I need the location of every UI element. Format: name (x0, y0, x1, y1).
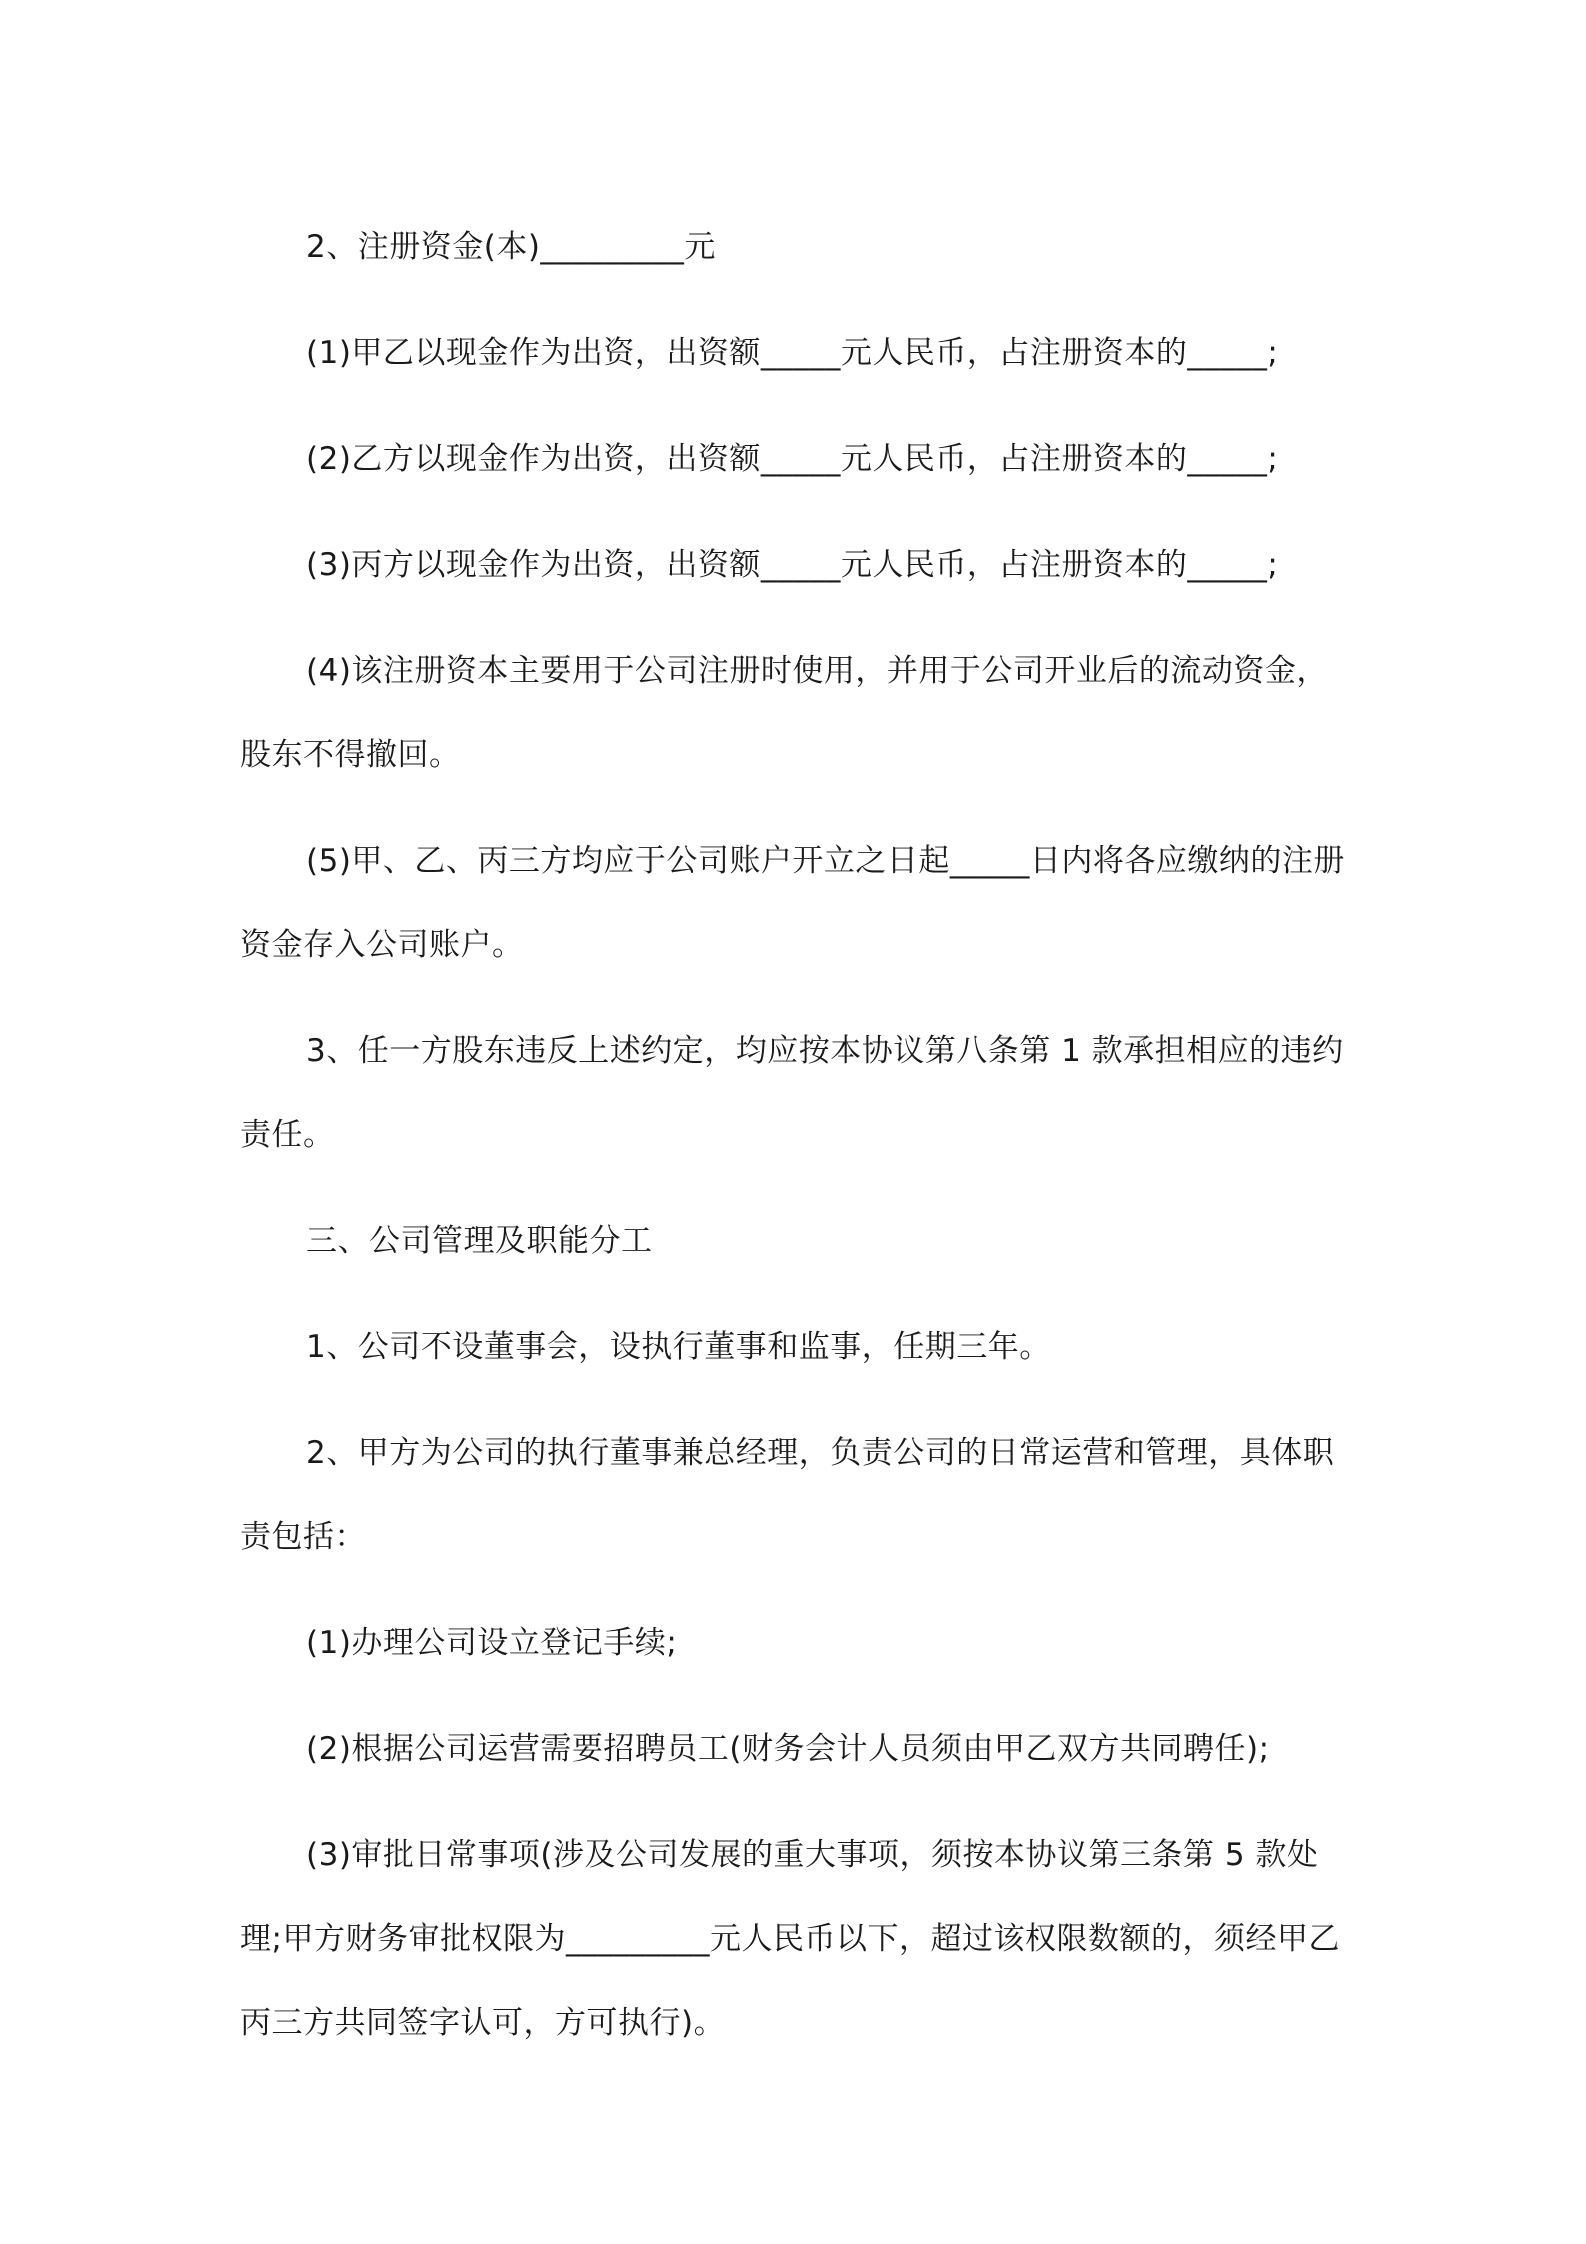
paragraph-management-item-2: 2、甲方为公司的执行董事兼总经理，负责公司的日常运营和管理，具体职责包括： (240, 1435, 1335, 1555)
paragraph-management-item-1: 1、公司不设董事会，设执行董事和监事，任期三年。 (306, 1329, 1051, 1365)
paragraph-capital-item-3: (3)丙方以现金作为出资，出资额_____元人民币，占注册资本的_____; (306, 547, 1279, 583)
document-body (240, 205, 1346, 2065)
paragraph-duty-item-2: (2)根据公司运营需要招聘员工(财务会计人员须由甲乙双方共同聘任); (306, 1731, 1270, 1767)
paragraph-registered-capital: 2、注册资金(本)_________元 (306, 229, 716, 265)
paragraph-breach-liability: 3、任一方股东违反上述约定，均应按本协议第八条第 1 款承担相应的违约责任。 (240, 1033, 1344, 1153)
section-heading-management: 三、公司管理及职能分工 (306, 1223, 653, 1259)
paragraph-capital-item-1: (1)甲乙以现金作为出资，出资额_____元人民币，占注册资本的_____; (306, 335, 1279, 371)
paragraph-duty-item-3: (3)审批日常事项(涉及公司发展的重大事项，须按本协议第三条第 5 款处理;甲方财务审批权限为_________元人民币以下，超过该权限数额的，须经甲乙丙三方共同签字认可，方可执行)。 (240, 1837, 1340, 2041)
paragraph-capital-item-2: (2)乙方以现金作为出资，出资额_____元人民币，占注册资本的_____; (306, 441, 1279, 477)
paragraph-capital-item-5: (5)甲、乙、丙三方均应于公司账户开立之日起_____日内将各应缴纳的注册资金存入公司账户。 (240, 843, 1345, 963)
paragraph-capital-item-4: (4)该注册资本主要用于公司注册时使用，并用于公司开业后的流动资金，股东不得撤回。 (240, 653, 1328, 773)
paragraph-duty-item-1: (1)办理公司设立登记手续; (306, 1625, 678, 1661)
